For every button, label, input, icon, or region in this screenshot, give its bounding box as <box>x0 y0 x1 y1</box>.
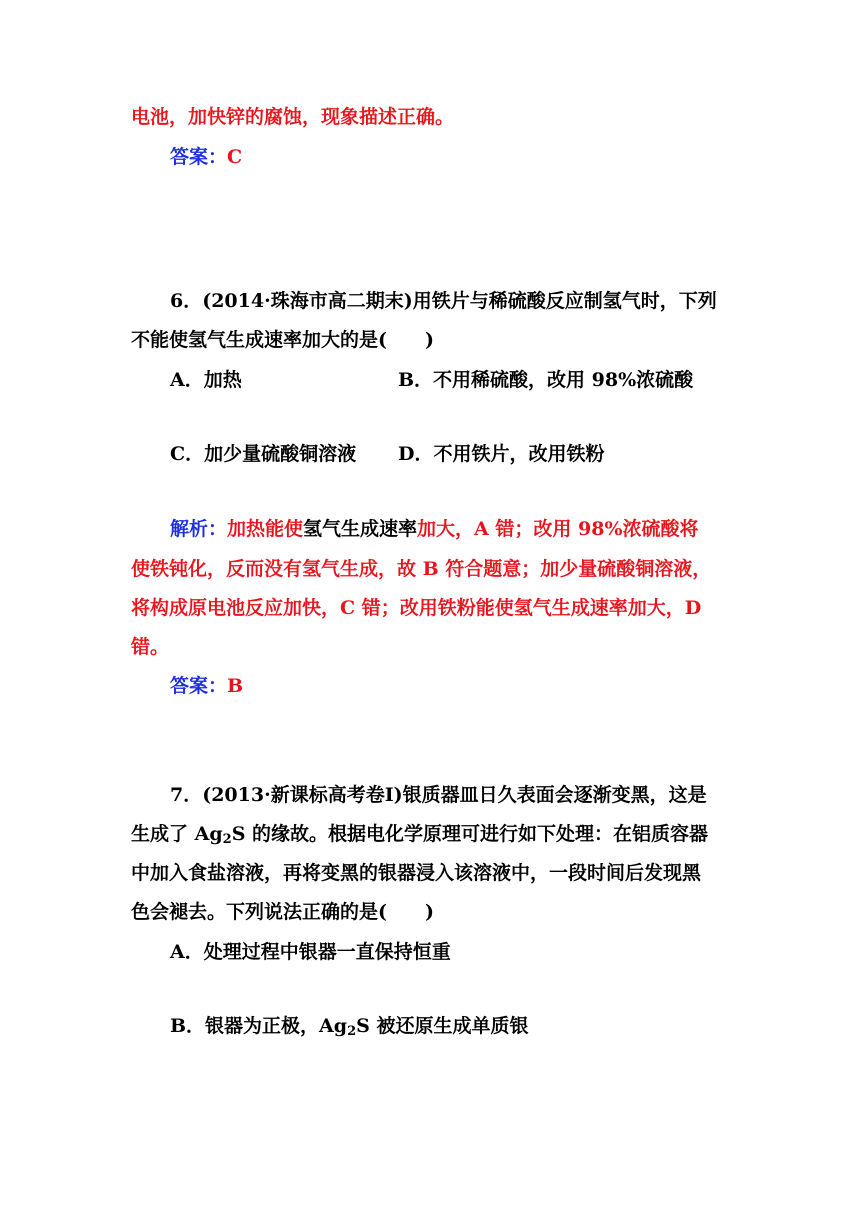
option-text: S 被还原生成单质银 <box>356 1015 529 1037</box>
q6-explanation-line-1 <box>170 515 699 543</box>
prev-explanation-tail: 电池，加快锌的腐蚀，现象描述正确。 <box>131 106 455 128</box>
explanation-text: 加热能使 <box>227 518 304 540</box>
subscript: 2 <box>222 832 232 847</box>
answer-label: 答案： <box>170 146 228 168</box>
q6-explanation-line-3: 将构成原电池反应加快，C 错；改用铁粉能使氢气生成速率加大，D <box>131 597 702 619</box>
answer-value: B <box>227 675 244 697</box>
subscript: 2 <box>347 1024 357 1039</box>
answer-value: C <box>227 146 243 168</box>
explanation-text: 氢气生成速率 <box>303 518 418 540</box>
q7-stem-line-4: 色会褪去。下列说法正确的是( ) <box>131 901 434 923</box>
explanation-text: 加大，A 错；改用 98%浓硫酸将 <box>417 518 699 540</box>
q6-stem-line-1: 6．(2014·珠海市高二期末)用铁片与稀硫酸反应制氢气时，下列 <box>170 290 717 312</box>
answer-label: 答案： <box>170 675 228 697</box>
q6-options-ab <box>170 366 242 394</box>
q7-option-b <box>170 1012 528 1046</box>
q7-stem-line-3: 中加入食盐溶液，再将变黑的银器浸入该溶液中，一段时间后发现黑 <box>131 862 702 884</box>
q6-answer <box>170 672 243 700</box>
q6-option-a: A．加热 <box>170 369 242 391</box>
q6-option-c: C．加少量硫酸铜溶液 <box>170 443 357 465</box>
q7-stem-line-2 <box>131 820 708 854</box>
prev-answer <box>170 143 242 171</box>
explanation-label: 解析： <box>170 518 228 540</box>
option-text: B．银器为正极，Ag <box>170 1015 348 1037</box>
stem-text: S 的缘故。根据电化学原理可进行如下处理：在铝质容器 <box>231 823 709 845</box>
q6-option-b: B．不用稀硫酸，改用 98%浓硫酸 <box>398 369 694 391</box>
q6-explanation-line-2: 使铁钝化，反而没有氢气生成，故 B 符合题意；加少量硫酸铜溶液， <box>131 558 712 580</box>
q6-explanation-line-4: 错。 <box>131 636 170 658</box>
q6-option-d: D．不用铁片，改用铁粉 <box>398 443 605 465</box>
q7-stem-line-1: 7．(2013·新课标高考卷Ⅰ)银质器皿日久表面会逐渐变黑，这是 <box>170 784 707 806</box>
q6-stem-line-2: 不能使氢气生成速率加大的是( ) <box>131 329 434 351</box>
stem-text: 生成了 Ag <box>131 823 223 845</box>
q7-option-a: A．处理过程中银器一直保持恒重 <box>170 941 451 963</box>
